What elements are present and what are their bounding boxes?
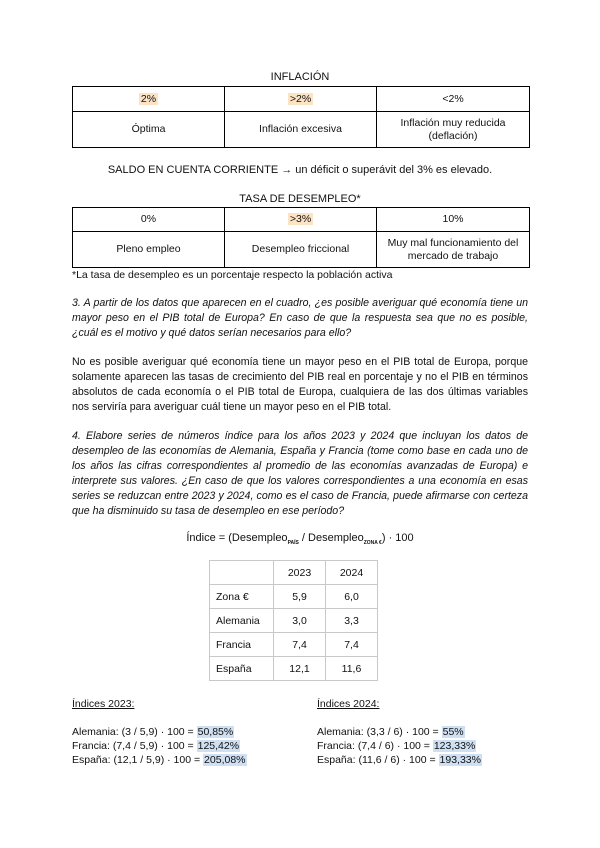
inflation-header-cell: <2% (377, 87, 530, 112)
saldo-line: SALDO EN CUENTA CORRIENTE → un déficit o superávit del 3% es elevado. (107, 164, 493, 176)
unemployment-label-cell: Muy mal funcionamiento del mercado de trabajo (377, 232, 530, 268)
year-header-2023: 2023 (274, 561, 326, 585)
question-3: 3. A partir de los datos que aparecen en el cuadro, ¿es posible averiguar qué economía tiene un mayor peso en el PIB total de Europa? En caso de que la respuesta sea que no es posible, ¿cuál es el motivo y qué datos serían necesarios para ello? (72, 297, 528, 339)
year-header-2024: 2024 (326, 561, 378, 585)
table-row: Francia 7,4 7,4 (210, 633, 378, 657)
inflation-label-cell: Inflación excesiva (225, 112, 377, 148)
unemployment-data-table (209, 560, 378, 681)
indices-2023 (72, 697, 247, 767)
unemployment-note: *La tasa de desempleo es un porcentaje respecto la población activa (72, 269, 393, 281)
inflation-header-cell: >2% (225, 87, 377, 112)
unemployment-label-cell: Pleno empleo (73, 232, 225, 268)
index-line: España: (12,1 / 5,9) · 100 = 205,08% (72, 754, 246, 766)
inflation-header-cell: 2% (73, 87, 225, 112)
indices-2024 (317, 697, 482, 767)
index-formula: Índice = (Desempleo$_{PAÍS}$ / Desempleo$_{ZONA €}$) · 100 (186, 532, 414, 547)
inflation-title: INFLACIÓN (270, 71, 330, 83)
table-row: Alemania 3,0 3,3 (210, 609, 378, 633)
index-line: Francia: (7,4 / 5,9) · 100 = 125,42% (72, 740, 240, 752)
unemployment-header-cell: 0% (73, 208, 225, 232)
inflation-table (72, 86, 530, 148)
table-row: Zona € 5,9 6,0 (210, 585, 378, 609)
inflation-label-cell: Óptima (73, 112, 225, 148)
unemployment-label-cell: Desempleo friccional (225, 232, 377, 268)
index-line: Francia: (7,4 / 6) · 100 = 123,33% (317, 740, 476, 752)
unemployment-title: TASA DE DESEMPLEO* (239, 193, 361, 205)
table-corner-cell (210, 561, 274, 585)
answer-3: No es posible averiguar qué economía tiene un mayor peso en el PIB total de Europa, porque solamente aparecen las tasas de crecimiento del PIB real en porcentaje y no el PIB en términos absolutos de cada economía o el PIB total de Europa, cualquiera de las dos últimas variables nos serviría para averiguar cuál tiene un mayor peso en el PIB total. (72, 356, 528, 413)
table-row: España 12,1 11,6 (210, 657, 378, 681)
unemployment-header-cell: >3% (225, 208, 377, 232)
indices-2023-heading: Índices 2023: (72, 698, 135, 710)
index-line: Alemania: (3,3 / 6) · 100 = 55% (317, 726, 464, 738)
unemployment-header-cell: 10% (377, 208, 530, 232)
question-4: 4. Elabore series de números índice para los años 2023 y 2024 que incluyan los datos de desempleo de las economías de Alemania, España y Francia (tome como base en cada uno de los años las cifras correspondientes al promedio de las economías avanzadas de Europa) e interprete sus valores. ¿En caso de que los valores correspondientes a una economía en esas series se reduzcan entre 2023 y 2024, como es el caso de Francia, puede afirmarse con certeza que ha disminuido su tasa de desempleo en ese período? (72, 430, 528, 517)
inflation-label-cell: Inflación muy reducida (deflación) (377, 112, 530, 148)
unemployment-table (72, 207, 530, 268)
index-line: Alemania: (3 / 5,9) · 100 = 50,85% (72, 726, 234, 738)
indices-2024-heading: Índices 2024: (317, 698, 380, 710)
index-line: España: (11,6 / 6) · 100 = 193,33% (317, 754, 481, 766)
